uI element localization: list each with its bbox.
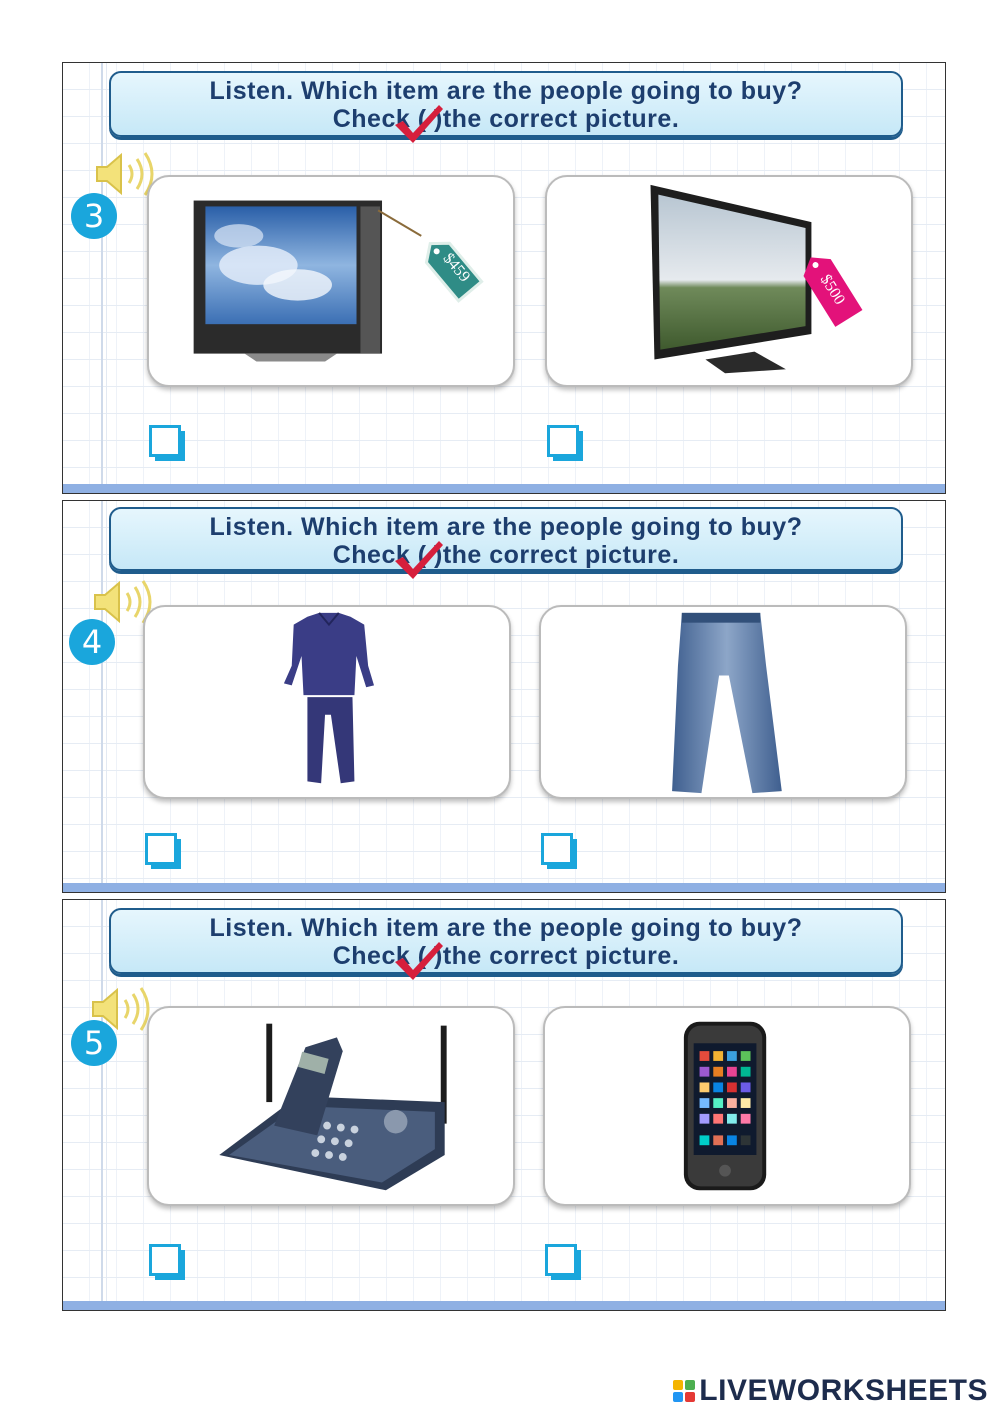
- picture-card-option-1[interactable]: [147, 175, 515, 387]
- instruction-line-1: Listen. Which item are the people going to buy?: [209, 77, 803, 105]
- question-panel-4: [62, 500, 946, 893]
- question-panel-5: [62, 899, 946, 1311]
- panel-divider: [63, 883, 945, 892]
- price-tag-label: $500: [816, 271, 849, 308]
- picture-card-option-1[interactable]: [143, 605, 511, 799]
- panel-divider: [63, 484, 945, 493]
- cordless-phone-image: [149, 1008, 513, 1204]
- answer-checkbox-option-1[interactable]: [149, 425, 183, 459]
- question-number-badge: 5: [71, 1020, 117, 1066]
- smartphone-image: [545, 1008, 909, 1204]
- brand-name: LIVEWORKSHEETS: [699, 1374, 988, 1407]
- answer-checkbox-option-2[interactable]: [541, 833, 575, 867]
- instruction-banner: [109, 908, 903, 974]
- answer-checkbox-option-1[interactable]: [145, 833, 179, 867]
- instruction-line-2: Check ( )the correct picture.: [332, 942, 680, 970]
- panel-divider: [63, 1301, 945, 1310]
- checkmark-icon: [391, 537, 447, 581]
- checkmark-icon: [391, 938, 447, 982]
- instruction-line-1: Listen. Which item are the people going to buy?: [209, 914, 803, 942]
- answer-checkbox-option-1[interactable]: [149, 1244, 183, 1278]
- answer-checkbox-option-2[interactable]: [545, 1244, 579, 1278]
- question-number-badge: 3: [71, 193, 117, 239]
- picture-card-option-2[interactable]: [545, 175, 913, 387]
- checkmark-icon: [391, 101, 447, 145]
- question-panel-3: [62, 62, 946, 494]
- instruction-line-2: Check ( )the correct picture.: [332, 105, 680, 133]
- liveworksheets-logo[interactable]: [673, 1374, 988, 1408]
- instruction-banner: [109, 507, 903, 571]
- instruction-line-2: Check ( )the correct picture.: [332, 541, 680, 569]
- instruction-line-1: Listen. Which item are the people going to buy?: [209, 513, 803, 541]
- question-number-badge: 4: [69, 619, 115, 665]
- logo-grid-icon: [673, 1380, 695, 1402]
- answer-checkbox-option-2[interactable]: [547, 425, 581, 459]
- picture-card-option-2[interactable]: [539, 605, 907, 799]
- instruction-banner: [109, 71, 903, 137]
- picture-card-option-1[interactable]: [147, 1006, 515, 1206]
- price-tag-label: $459: [439, 249, 474, 286]
- jeans-image: [541, 607, 905, 797]
- tracksuit-image: [145, 607, 509, 797]
- picture-card-option-2[interactable]: [543, 1006, 911, 1206]
